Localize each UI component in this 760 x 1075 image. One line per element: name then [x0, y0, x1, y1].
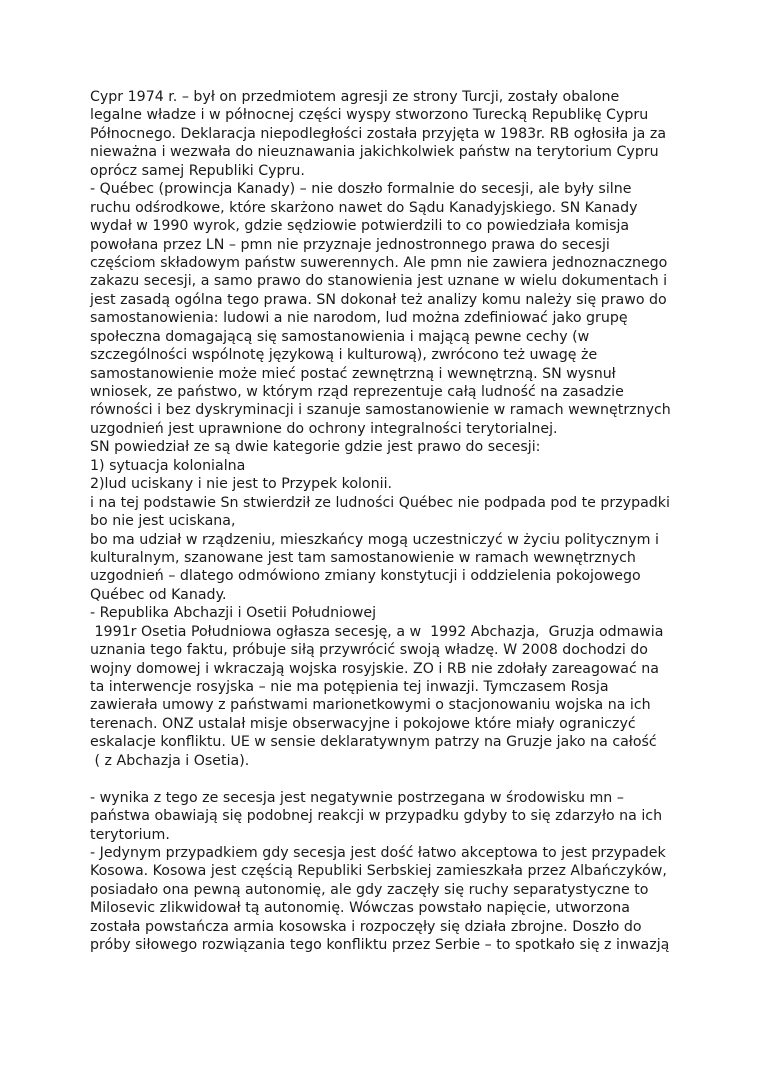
text-line: - wynika z tego ze secesja jest negatywnie postrzegana w środowisku mn –	[90, 789, 624, 806]
text-line: - Jedynym przypadkiem gdy secesja jest dość łatwo akceptowa to jest przypadek	[90, 844, 666, 861]
text-line: 2)lud uciskany i nie jest to Przypek kolonii.	[90, 476, 393, 493]
text-line: nieważna i wezwała do nieuznawania jakichkolwiek państw na terytorium Cypru	[90, 144, 659, 161]
text-line: samostanowienia: ludowi a nie narodom, lud można zdefiniować jako grupę	[90, 310, 628, 327]
text-line: oprócz samej Republiki Cypru.	[90, 162, 305, 179]
text-line: państwa obawiają się podobnej reakcji w przypadku gdyby to się zdarzyło na ich	[90, 808, 663, 825]
text-line: posiadało ona pewną autonomię, ale gdy zaczęły się ruchy separatystyczne to	[90, 881, 649, 898]
text-line: powołana przez LN – pmn nie przyznaje jednostronnego prawa do secesji	[90, 236, 610, 253]
text-line: równości i bez dyskryminacji i szanuje samostanowienie w ramach wewnętrznych	[90, 402, 671, 419]
text-line: - Québec (prowincja Kanady) – nie doszło formalnie do secesji, ale były silne	[90, 181, 632, 198]
text-line	[90, 770, 670, 788]
text-line: wojny domowej i wkraczają wojska rosyjskie. ZO i RB nie zdołały zareagować na	[90, 660, 659, 677]
text-line: częściom składowym państw suwerennych. Ale pmn nie zawiera jednoznacznego	[90, 254, 668, 271]
text-line: kulturalnym, szanowane jest tam samostanowienie w ramach wewnętrznych	[90, 549, 636, 566]
text-line: terytorium.	[90, 826, 170, 843]
text-line: została powstańcza armia kosowska i rozpoczęły się działa zbrojne. Doszło do	[90, 918, 642, 935]
text-line: terenach. ONZ ustalał misje obserwacyjne i pokojowe które miały ograniczyć	[90, 715, 636, 732]
text-line: bo ma udział w rządzeniu, mieszkańcy mogą uczestniczyć w życiu politycznym i	[90, 531, 659, 548]
text-line: ruchu odśrodkowe, które skarżono nawet do Sądu Kanadyjskiego. SN Kanady	[90, 199, 638, 216]
text-line: próby siłowego rozwiązania tego konfliktu przez Serbie – to spotkało się z inwazją	[90, 937, 670, 954]
text-line: ta interwencje rosyjska – nie ma potępienia tej inwazji. Tymczasem Rosja	[90, 679, 609, 695]
text-line: Kosowa. Kosowa jest częścią Republiki Serbskiej zamieszkała przez Albańczyków,	[90, 863, 667, 880]
text-line: zawierała umowy z państwami marionetkowymi o stacjonowaniu wojska na ich	[90, 697, 651, 714]
text-line: legalne władze i w północnej części wyspy stworzono Turecką Republikę Cypru	[90, 107, 649, 124]
text-line: uzgodnień – dlatego odmówiono zmiany konstytucji i oddzielenia pokojowego	[90, 568, 641, 585]
text-line: uznania tego faktu, próbuje siłą przywrócić swoją władzę. W 2008 dochodzi do	[90, 642, 648, 659]
text-line: ( z Abchazja i Osetia).	[90, 752, 250, 769]
text-line: eskalacje konfliktu. UE w sensie deklaratywnym patrzy na Gruzje jako na całość	[90, 734, 657, 751]
text-line: społeczna domagającą się samostanowienia i mającą pewne cechy (w	[90, 328, 590, 345]
text-line: szczególności wspólnotę językową i kulturową), zwrócono też uwagę że	[90, 347, 598, 364]
text-line: Cypr 1974 r. – był on przedmiotem agresji ze strony Turcji, zostały obalone	[90, 89, 620, 105]
text-line: wydał w 1990 wyrok, gdzie sędziowie potwierdzili to co powiedziała komisja	[90, 218, 630, 235]
document-body	[90, 88, 670, 955]
text-line: Québec od Kanady.	[90, 586, 227, 603]
text-line: samostanowienie może mieć postać zewnętrzną i wewnętrzną. SN wysnuł	[90, 365, 616, 382]
text-line: jest zasadą ogólna tego prawa. SN dokonał też analizy komu należy się prawo do	[90, 291, 667, 308]
text-line: zakazu secesji, a samo prawo do stanowienia jest uznane w wielu dokumentach i	[90, 273, 668, 290]
text-line: uzgodnień jest uprawnione do ochrony integralności terytorialnej.	[90, 420, 558, 437]
text-line: wniosek, ze państwo, w którym rząd reprezentuje całą ludność na zasadzie	[90, 384, 624, 400]
text-line: 1991r Osetia Południowa ogłasza secesję, a w 1992 Abchazja, Gruzja odmawia	[90, 623, 664, 640]
text-line: SN powiedział ze są dwie kategorie gdzie jest prawo do secesji:	[90, 439, 541, 456]
text-line: i na tej podstawie Sn stwierdził ze ludności Québec nie podpada pod te przypadki	[90, 494, 670, 511]
text-line: - Republika Abchazji i Osetii Południowej	[90, 605, 377, 622]
text-line: Milosevic zlikwidował tą autonomię. Wówczas powstało napięcie, utworzona	[90, 900, 630, 917]
text-line: 1) sytuacja kolonialna	[90, 457, 246, 474]
text-line: Północnego. Deklaracja niepodległości została przyjęta w 1983r. RB ogłosiła ja za	[90, 125, 667, 142]
text-line: bo nie jest uciskana,	[90, 513, 236, 530]
